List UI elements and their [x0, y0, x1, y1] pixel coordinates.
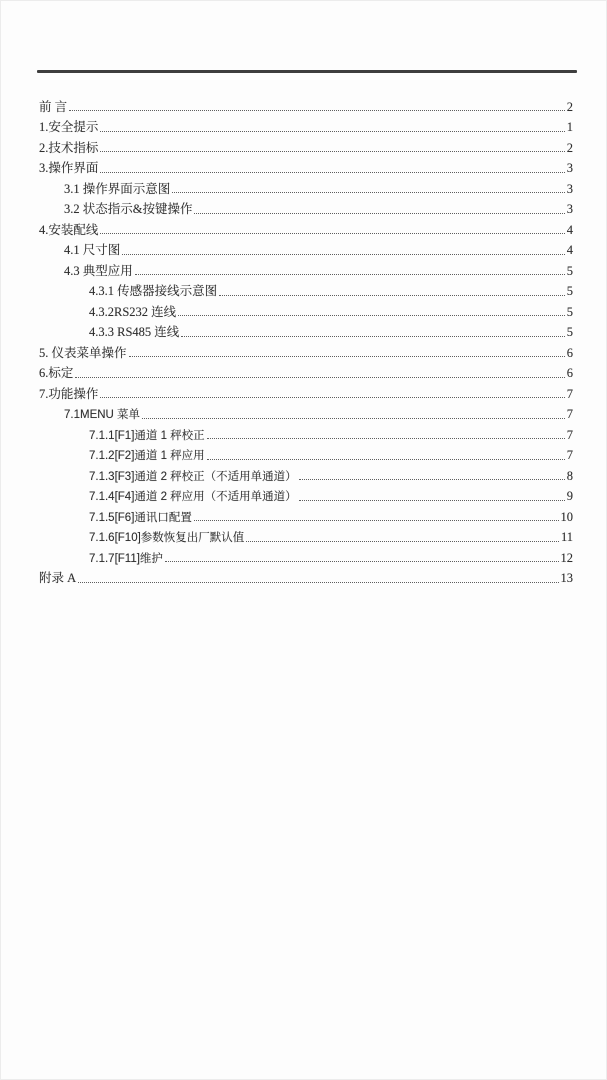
toc-entry [39, 299, 573, 320]
dot-leader [75, 377, 564, 378]
dot-leader [100, 397, 564, 398]
toc-entry-page: 4 [566, 222, 573, 237]
toc-entry [39, 279, 573, 300]
toc-entry [39, 463, 573, 484]
dot-leader [122, 254, 564, 255]
toc-entry-label: 7.1MENU 菜单 [64, 409, 141, 421]
toc-entry-page: 7 [566, 448, 573, 462]
toc-entry [39, 217, 573, 238]
toc-entry-label: 3.2 状态指示&按键操作 [64, 202, 193, 216]
toc-entry-page: 7 [566, 407, 573, 421]
toc-entry-page: 3 [566, 161, 573, 175]
toc-entry-page: 13 [560, 571, 573, 585]
toc-entry-label: 7.1.7[F11]维护 [89, 552, 163, 565]
toc-entry-page: 6 [566, 345, 573, 360]
dot-leader [69, 110, 565, 111]
toc-entry-page: 5 [566, 304, 573, 319]
toc-entry-page: 7 [566, 386, 573, 401]
toc-entry-label: 4.3 典型应用 [64, 263, 133, 278]
dot-leader [172, 192, 564, 193]
toc-entry-label: 7.1.5[F6]通讯口配置 [89, 511, 192, 524]
dot-leader [129, 356, 565, 357]
dot-leader [219, 295, 565, 296]
toc-entry [39, 525, 573, 546]
toc-entry-label: 4.安装配线 [39, 222, 99, 237]
dot-leader [100, 131, 564, 132]
toc-entry-label: 附录 A [39, 571, 77, 585]
toc-entry [39, 545, 573, 566]
toc-entry-label: 5. 仪表菜单操作 [39, 345, 127, 360]
toc-entry-page: 3 [566, 181, 573, 196]
dot-leader [78, 582, 558, 583]
toc-entry-page: 9 [566, 489, 573, 503]
table-of-contents [39, 94, 573, 586]
dot-leader [207, 459, 565, 460]
dot-leader [181, 336, 564, 337]
dot-leader [165, 561, 559, 562]
dot-leader [100, 233, 564, 234]
toc-entry-page: 11 [560, 530, 573, 544]
toc-entry-label: 7.1.2[F2]通道 1 秤应用 [89, 450, 205, 462]
toc-entry [39, 115, 573, 136]
toc-entry-label: 4.3.3 RS485 连线 [89, 325, 180, 339]
toc-entry [39, 402, 573, 423]
toc-entry-page: 7 [566, 427, 573, 442]
toc-entry-page: 5 [566, 263, 573, 278]
toc-entry [39, 156, 573, 177]
dot-leader [194, 520, 559, 521]
toc-entry [39, 504, 573, 525]
dot-leader [246, 541, 559, 542]
header-rule [37, 70, 577, 73]
dot-leader [207, 438, 565, 439]
toc-entry-page: 4 [566, 243, 573, 257]
toc-entry-label: 4.3.1 传感器接线示意图 [89, 284, 218, 298]
toc-entry [39, 381, 573, 402]
toc-entry [39, 361, 573, 382]
toc-entry [39, 320, 573, 341]
toc-entry-label: 3.1 操作界面示意图 [64, 181, 171, 196]
toc-entry-page: 3 [566, 202, 573, 216]
toc-entry-label: 7.1.6[F10]参数恢复出厂默认值 [89, 532, 245, 544]
toc-entry [39, 197, 573, 218]
dot-leader [299, 500, 565, 501]
toc-entry [39, 258, 573, 279]
toc-entry-page: 1 [566, 120, 573, 134]
dot-leader [135, 274, 565, 275]
toc-entry-page: 6 [566, 366, 573, 380]
toc-entry-label: 6.标定 [39, 366, 74, 380]
toc-entry-page: 5 [566, 284, 573, 298]
toc-entry-label: 2.技术指标 [39, 140, 99, 155]
toc-entry-page: 12 [560, 550, 573, 565]
dot-leader [100, 172, 564, 173]
toc-entry [39, 340, 573, 361]
toc-entry [39, 443, 573, 464]
toc-entry [39, 484, 573, 505]
toc-entry-label: 7.功能操作 [39, 386, 99, 401]
toc-entry-label: 1.安全提示 [39, 120, 99, 134]
dot-leader [194, 213, 564, 214]
toc-entry-label: 3.操作界面 [39, 161, 99, 175]
toc-entry [39, 135, 573, 156]
dot-leader [142, 418, 565, 419]
toc-entry-page: 10 [560, 509, 573, 524]
toc-entry-label: 7.1.4[F4]通道 2 秤应用（不适用单通道） [89, 491, 297, 503]
toc-entry-label: 7.1.1[F1]通道 1 秤校正 [89, 429, 205, 442]
toc-entry-page: 5 [566, 325, 573, 339]
toc-entry-label: 4.3.2RS232 连线 [89, 304, 177, 319]
toc-entry [39, 566, 573, 587]
dot-leader [299, 479, 565, 480]
toc-entry-page: 2 [566, 99, 573, 114]
dot-leader [178, 315, 565, 316]
toc-entry [39, 94, 573, 115]
toc-entry [39, 176, 573, 197]
toc-entry [39, 238, 573, 259]
toc-entry-page: 2 [566, 140, 573, 155]
toc-entry-label: 前 言 [39, 99, 68, 114]
toc-entry-label: 4.1 尺寸图 [64, 243, 121, 257]
toc-entry-label: 7.1.3[F3]通道 2 秤校正（不适用单通道） [89, 470, 297, 483]
dot-leader [100, 151, 564, 152]
toc-entry-page: 8 [566, 468, 573, 483]
toc-entry [39, 422, 573, 443]
